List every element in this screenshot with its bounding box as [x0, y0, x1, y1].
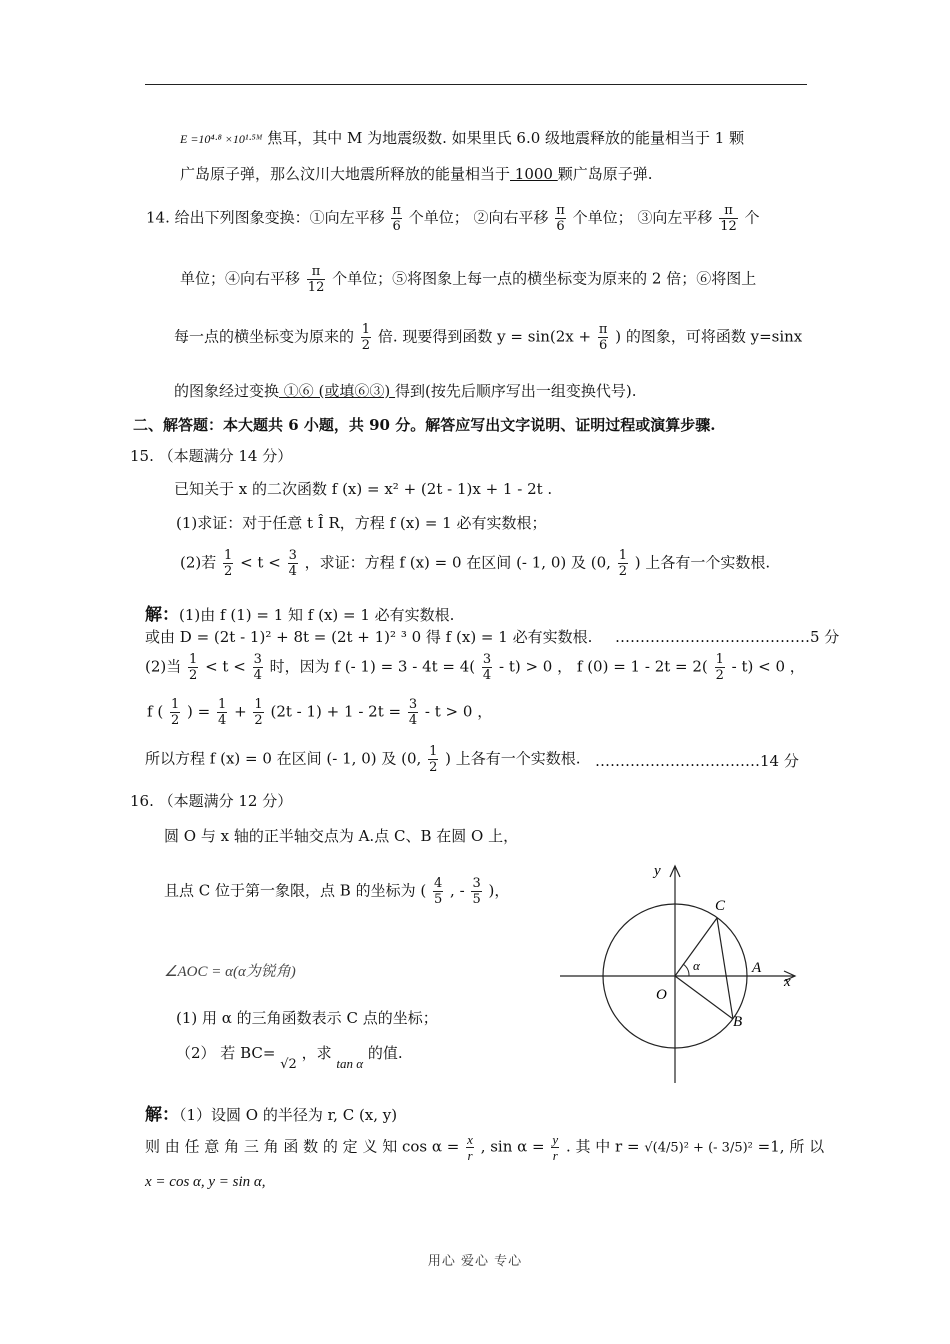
label-o: O: [656, 987, 667, 1003]
numerator: 1: [170, 697, 180, 712]
numerator: 3: [288, 548, 297, 563]
p15-solution-4: [147, 697, 492, 728]
denominator: 12: [720, 219, 737, 234]
denominator: 4: [482, 668, 492, 683]
numerator: 3: [472, 876, 481, 891]
p14-text: ) 的图象，可将函数 y=sinx: [615, 327, 803, 346]
angle-arc: [683, 964, 689, 976]
p15-text: - t > 0 ，: [424, 702, 493, 721]
p16-text: . 其 中 r =: [565, 1137, 640, 1156]
p14-text: 个单位； ②向右平移: [408, 208, 549, 227]
denominator: 5: [472, 892, 481, 907]
p15-solution-5: [145, 744, 581, 775]
label-a: A: [752, 960, 762, 976]
p13-text-c: 颗广岛原子弹.: [557, 165, 653, 183]
p15-text: ) 上各有一个实数根.: [634, 553, 771, 572]
header-rule: [145, 84, 807, 85]
section-heading: 二、解答题：本大题共 6 小题，共 90 分。解答应写出文字说明、证明过程或演算步骤.: [133, 416, 716, 434]
p16-solution-2: [145, 1132, 824, 1163]
numerator: π: [719, 203, 738, 219]
denominator: 5: [433, 892, 443, 907]
p14-text: 单位；④向右平移: [180, 269, 301, 288]
denominator: 2: [189, 668, 198, 683]
fraction-3-4: [482, 652, 492, 683]
page-footer: 用心 爱心 专心: [427, 1254, 523, 1269]
fraction-pi-12: [307, 264, 326, 295]
energy-formula: E =10⁴·⁸ ×10¹·⁵ᴹ: [180, 132, 263, 146]
numerator: 1: [189, 652, 198, 667]
p14-text: 个单位；⑤将图象上每一点的横坐标变为原来的 2 倍；⑥将图上: [332, 269, 757, 288]
fraction-3-4: [288, 548, 298, 579]
denominator: r: [552, 1148, 558, 1163]
denominator: 2: [170, 713, 180, 728]
denominator: 4: [288, 564, 297, 579]
fraction-pi-12: [719, 203, 738, 234]
unit-circle-figure: [555, 858, 800, 1088]
label-b: B: [733, 1014, 743, 1030]
denominator: 2: [618, 564, 628, 579]
p16-text: , sin α =: [480, 1137, 545, 1156]
fraction-4-5: [433, 876, 443, 907]
denominator: 4: [218, 713, 227, 728]
denominator: 6: [599, 338, 608, 353]
p15-text: (2)若: [180, 553, 217, 572]
p15-text: - t) > 0 ， f (0) = 1 - 2t = 2(: [498, 657, 708, 676]
fraction-y-r: [551, 1132, 559, 1163]
fraction-1-2: [361, 322, 371, 353]
p15-text: < t <: [240, 553, 281, 572]
denominator: 2: [429, 760, 438, 775]
p15-score-14: ……………………………14 分: [595, 752, 799, 770]
p16-text: ，求: [301, 1044, 332, 1062]
p14-answer: ①⑥ (或填⑥③): [279, 382, 396, 400]
p15-text: - t) < 0 ，: [731, 657, 805, 676]
p13-line1: [180, 127, 744, 148]
p14-text: 个: [744, 208, 760, 227]
p13-text-a: 焦耳，其中 M 为地震级数. 如果里氏 6.0 级地震释放的能量相当于 1 颗: [262, 129, 745, 147]
p14-text: 的图象经过变换: [174, 382, 280, 400]
p16-question-2: [176, 1042, 403, 1072]
p15-heading: 15. （本题满分 14 分）: [130, 447, 293, 465]
p15-text: ，求证：方程 f (x) = 0 在区间 (- 1, 0) 及 (0,: [304, 553, 611, 572]
fraction-1-2: [428, 744, 438, 775]
radical-expression: √(4/5)² + (- 3/5)²: [644, 1140, 753, 1156]
p15-text: (2)当: [145, 657, 182, 676]
tan-alpha: tan α: [336, 1056, 364, 1071]
fraction-1-2: [223, 548, 233, 579]
p15-question-2: [180, 548, 770, 579]
denominator: 6: [392, 219, 401, 234]
numerator: π: [556, 203, 565, 218]
numerator: 3: [253, 652, 262, 667]
p16-text: 且点 C 位于第一象限，点 B 的坐标为 (: [164, 881, 427, 900]
fraction-1-2: [715, 652, 725, 683]
p14-text: 14. 给出下列图象变换：①向左平移: [146, 208, 385, 227]
numerator: 1: [218, 697, 227, 712]
label-c: C: [715, 898, 726, 914]
p15-text: 时，因为 f (- 1) = 3 - 4t = 4(: [269, 657, 476, 676]
p13-line2: [180, 163, 653, 184]
numerator: π: [307, 264, 326, 280]
numerator: π: [392, 203, 401, 218]
p16-heading: 16. （本题满分 12 分）: [130, 792, 293, 810]
p15-text: ) 上各有一个实数根.: [445, 749, 581, 768]
fraction-1-4: [217, 697, 227, 728]
fraction-pi-6: [555, 203, 566, 234]
denominator: 2: [715, 668, 724, 683]
denominator: 12: [307, 280, 325, 295]
sqrt-2: √2: [280, 1057, 297, 1072]
p15-text: (1)由 f (1) = 1 知 f (x) = 1 必有实数根.: [179, 606, 455, 624]
p16-solution-3: x = cos α, y = sin α,: [145, 1174, 266, 1190]
fraction-1-2: [170, 697, 180, 728]
label-y: y: [654, 863, 661, 879]
solution-label: 解：: [145, 605, 179, 625]
numerator: 3: [482, 652, 492, 667]
denominator: 2: [224, 564, 233, 579]
fraction-3-4: [253, 652, 263, 683]
p16-solution-1: [145, 1100, 397, 1125]
p16-line3: ∠AOC = α(α为锐角): [164, 964, 296, 980]
p14-text: 每一点的横坐标变为原来的: [174, 327, 355, 346]
numerator: 1: [254, 697, 263, 712]
p16-text: 的值.: [367, 1044, 403, 1062]
p15-text: ) =: [187, 702, 211, 721]
p14-text: 个单位； ③向左平移: [572, 208, 713, 227]
numerator: x: [467, 1132, 473, 1147]
p15-text: (2t - 1) + 1 - 2t =: [270, 702, 402, 721]
p15-statement: 已知关于 x 的二次函数 f (x) = x² + (2t - 1)x + 1 - 2t .: [174, 480, 553, 498]
p15-text: f (: [147, 702, 164, 721]
p15-text: 所以方程 f (x) = 0 在区间 (- 1, 0) 及 (0,: [145, 749, 422, 768]
numerator: 1: [618, 548, 628, 563]
fraction-1-2: [253, 697, 263, 728]
p16-text: , -: [450, 881, 465, 900]
p16-text: （1）设圆 O 的半径为 r, C (x, y): [179, 1106, 398, 1124]
p14-text: 倍. 现要得到函数 y = sin(2x +: [377, 327, 592, 346]
p16-text: （2） 若 BC=: [176, 1044, 276, 1062]
numerator: 1: [429, 744, 438, 759]
fraction-1-2: [188, 652, 198, 683]
p14-line3: [174, 322, 802, 353]
p14-line1: [146, 203, 760, 234]
p14-text: 得到(按先后顺序写出一组变换代号).: [395, 382, 637, 400]
label-alpha: α: [693, 958, 700, 973]
p15-question-1: (1)求证：对于任意 t Î R，方程 f (x) = 1 必有实数根；: [176, 514, 547, 532]
p15-solution-2: 或由 D = (2t - 1)² + 8t = (2t + 1)² ³ 0 得 f (x) = 1 必有实数根.: [145, 628, 593, 646]
denominator: 4: [408, 713, 418, 728]
numerator: 1: [361, 322, 371, 337]
denominator: 2: [361, 338, 371, 353]
fraction-3-5: [471, 876, 481, 907]
p13-text-b: 广岛原子弹，那么汶川大地震所释放的能量相当于: [180, 165, 511, 183]
p15-score-5: …………………………………5 分: [615, 628, 840, 646]
p14-line4: [174, 380, 637, 401]
numerator: 1: [715, 652, 724, 667]
numerator: 4: [433, 876, 443, 891]
denominator: 6: [556, 219, 565, 234]
segment-cb: [717, 918, 733, 1019]
fraction-pi-6: [598, 322, 609, 353]
numerator: y: [552, 1132, 559, 1147]
p14-line2: [180, 264, 756, 295]
p16-line1: 圆 O 与 x 轴的正半轴交点为 A.点 C、B 在圆 O 上，: [164, 827, 519, 845]
denominator: 4: [253, 668, 262, 683]
numerator: 1: [224, 548, 233, 563]
p16-line2: [164, 876, 509, 907]
denominator: 2: [254, 713, 263, 728]
p16-text: 则 由 任 意 角 三 角 函 数 的 定 义 知 cos α =: [145, 1137, 460, 1156]
fraction-3-4: [408, 697, 418, 728]
p15-text: +: [234, 702, 247, 721]
p15-solution-1: [145, 600, 454, 625]
p16-text: )，: [488, 881, 510, 900]
label-x: x: [784, 974, 791, 990]
denominator: r: [467, 1148, 473, 1163]
solution-label: 解：: [145, 1105, 179, 1125]
p15-solution-3: [145, 652, 805, 683]
p16-question-1: (1) 用 α 的三角函数表示 C 点的坐标；: [176, 1009, 438, 1027]
numerator: π: [598, 322, 608, 337]
segment-ob: [675, 976, 733, 1019]
fraction-pi-6: [391, 203, 402, 234]
fraction-1-2: [618, 548, 628, 579]
fraction-x-r: [466, 1132, 474, 1163]
p16-text: =1, 所 以: [757, 1137, 825, 1156]
p15-text: < t <: [205, 657, 246, 676]
p13-answer: 1000: [510, 165, 558, 183]
numerator: 3: [408, 697, 418, 712]
